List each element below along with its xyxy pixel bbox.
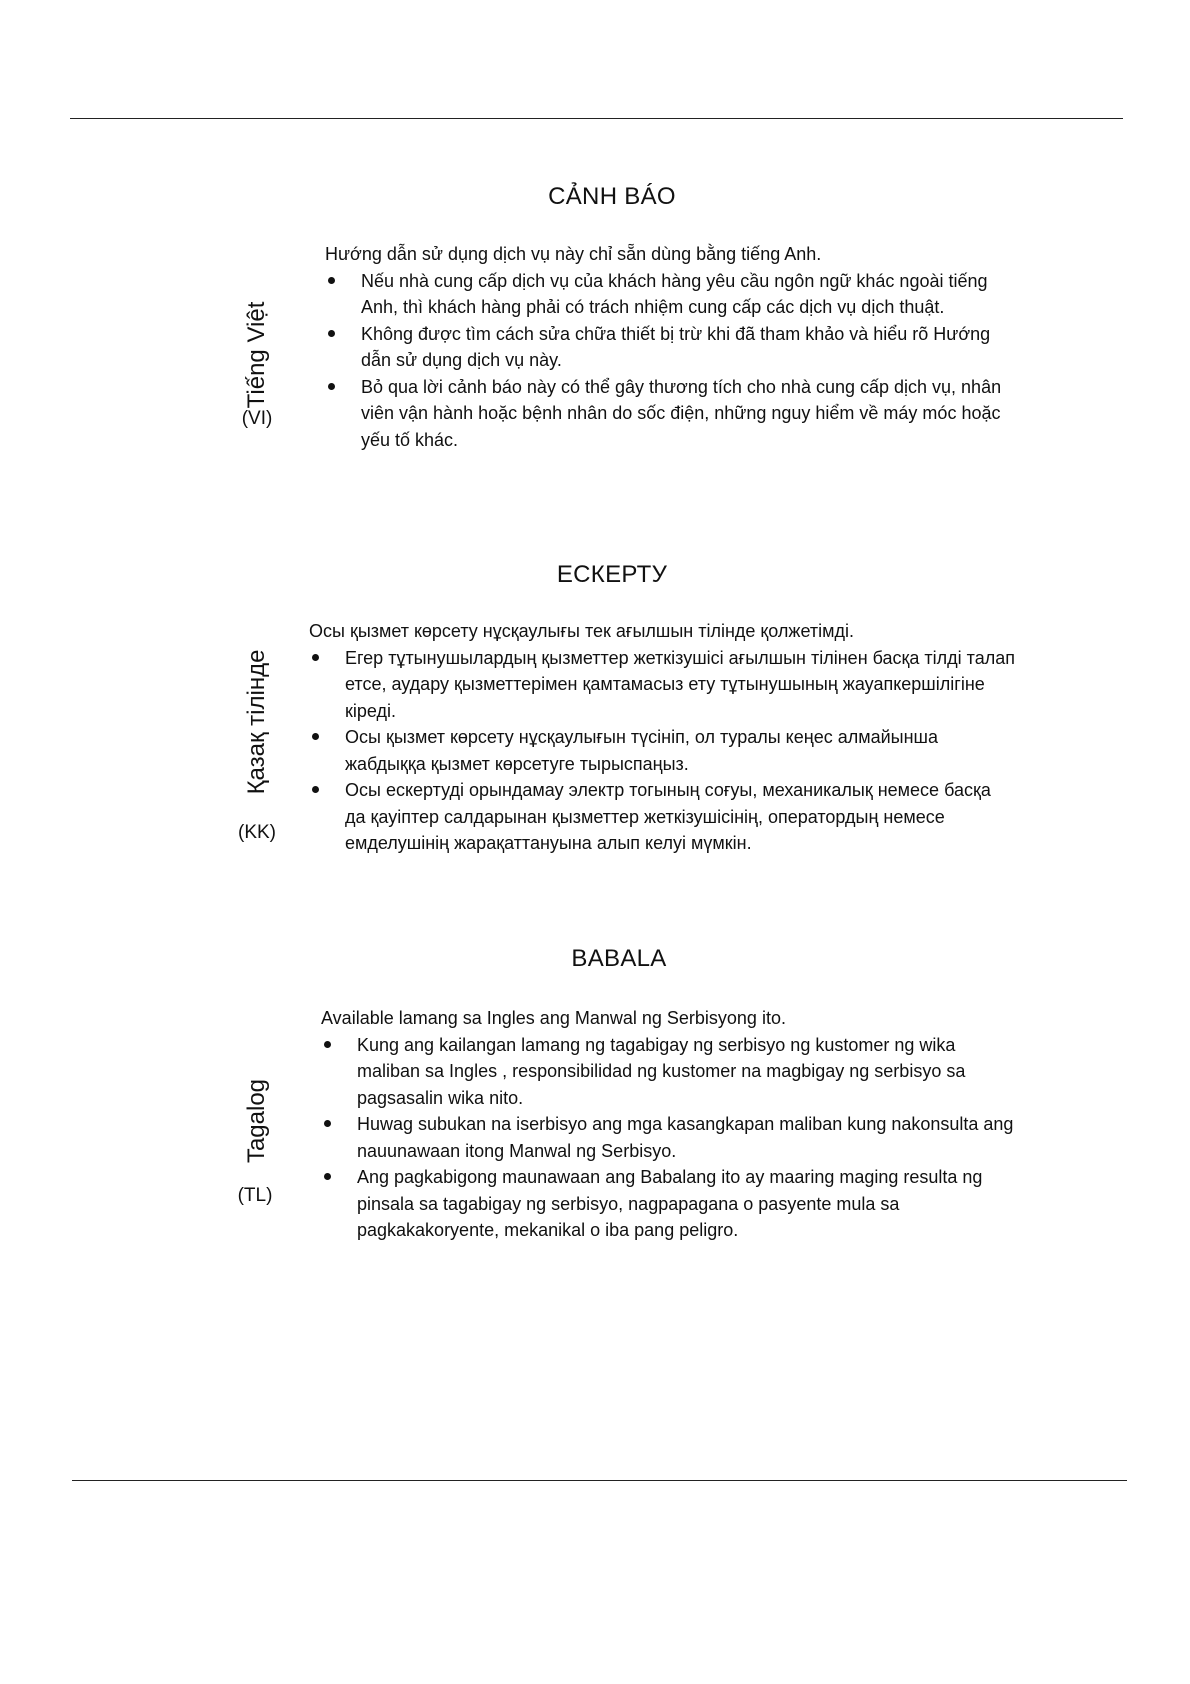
bullet-icon [324,1120,331,1127]
list-item [325,374,1015,454]
bullet-list [325,268,1015,454]
bullet-icon [324,1041,331,1048]
bullet-icon [328,277,335,284]
list-item [321,1032,1015,1112]
list-item [309,724,1015,777]
bullet-icon [312,654,319,661]
section-heading: CẢNH BÁO [548,183,676,210]
section-heading: BABALA [571,945,667,972]
bullet-text: Huwag subukan na iserbisyo ang mga kasangkapan maliban kung nakonsulta ang nauunawaan itong Manwal ng Serbisyo. [357,1114,1014,1161]
list-item [325,321,1015,374]
warning-body [321,1005,1015,1244]
list-item [321,1111,1015,1164]
bullet-text: Kung ang kailangan lamang ng tagabigay ng serbisyo ng kustomer ng wika maliban sa Ingles , responsibilidad ng kustomer na magbigay ng serbisyo sa pagsasalin wika nito. [357,1034,966,1108]
bullet-icon [312,733,319,740]
language-code: (VI) [241,408,273,429]
warning-body [325,241,1015,453]
language-code: (TL) [237,1185,273,1206]
language-code: (KK) [238,822,276,843]
list-item [309,645,1015,725]
bullet-icon [312,786,319,793]
bullet-text: Осы ескертуді орындамау электр тогының соғуы, механикалық немесе басқа да қауіптер салдарынан қызметтер жеткізушісінің, оператордың немесе емделушінің жарақаттануына алып келуі мүмкін. [345,780,991,853]
bullet-icon [328,383,335,390]
bullet-text: Егер тұтынушылардың қызметтер жеткізушісі ағылшын тілінен басқа тілді талап етсе, аудару қызметтерімен қамтамасыз ету тұтынушының жауапкершілігіне кіреді. [345,647,1015,721]
section-heading: ЕСКЕРТУ [556,561,668,588]
bullet-icon [328,330,335,337]
list-item [309,777,1015,857]
intro-text: Available lamang sa Ingles ang Manwal ng Serbisyong ito. [321,1008,786,1028]
bullet-text: Nếu nhà cung cấp dịch vụ của khách hàng yêu cầu ngôn ngữ khác ngoài tiếng Anh, thì khách hàng phải có trách nhiệm cung cấp các dịch vụ dịch thuật. [361,270,988,317]
language-name: Қазақ тілінде [243,649,270,795]
bullet-list [309,645,1015,857]
intro-text: Hướng dẫn sử dụng dịch vụ này chỉ sẵn dùng bằng tiếng Anh. [325,244,822,264]
language-name: Tiếng Việt [243,301,270,409]
bottom-rule [72,1480,1127,1481]
bullet-text: Bỏ qua lời cảnh báo này có thể gây thương tích cho nhà cung cấp dịch vụ, nhân viên vận hành hoặc bệnh nhân do sốc điện, những nguy hiểm về máy móc hoặc yếu tố khác. [361,376,1002,450]
warning-body [309,618,1015,857]
bullet-text: Ang pagkabigong maunawaan ang Babalang ito ay maaring maging resulta ng pinsala sa tagabigay ng serbisyo, nagpapagana o pasyente mula sa pagkakakoryente, mekanikal o iba pang peligro. [357,1167,983,1240]
language-name: Tagalog [243,1078,270,1164]
list-item [325,268,1015,321]
bullet-list [321,1032,1015,1244]
top-rule [70,118,1123,119]
intro-text: Осы қызмет көрсету нұсқаулығы тек ағылшын тілінде қолжетімді. [309,621,855,641]
bullet-text: Không được tìm cách sửa chữa thiết bị trừ khi đã tham khảo và hiểu rõ Hướng dẫn sử dụng dịch vụ này. [361,323,991,370]
bullet-icon [324,1173,331,1180]
list-item [321,1164,1015,1244]
bullet-text: Осы қызмет көрсету нұсқаулығын түсініп, ол туралы кеңес алмайынша жабдыққа қызмет көрсетуге тырыспаңыз. [345,727,938,774]
